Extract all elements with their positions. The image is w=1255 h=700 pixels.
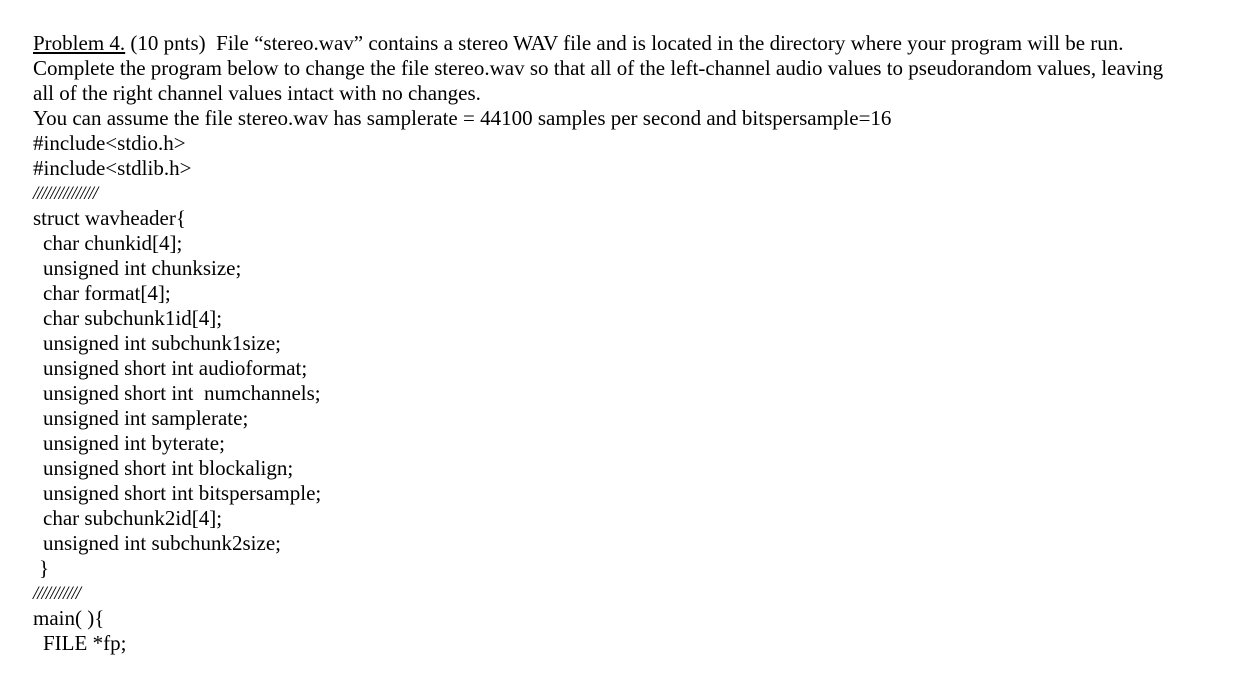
problem-intro: (10 pnts) File “stereo.wav” contains a stereo WAV file and is located in the directory where your program will be run. (125, 31, 1124, 55)
struct-field: unsigned int byterate; (43, 431, 225, 455)
problem-instruction-line-2: all of the right channel values intact with no changes. (33, 81, 481, 105)
struct-field: unsigned int chunksize; (43, 256, 242, 280)
file-pointer-declaration: FILE *fp; (43, 631, 127, 655)
comment-separator: /////////// (33, 583, 81, 604)
problem-header-line (33, 31, 1233, 56)
include-stdio: #include<stdio.h> (33, 131, 186, 155)
problem-label: Problem 4. (33, 31, 126, 55)
struct-field: unsigned int subchunk1size; (43, 331, 281, 355)
include-stdlib: #include<stdlib.h> (33, 156, 192, 180)
struct-field: unsigned short int audioformat; (43, 356, 308, 380)
main-function-declaration: main( ){ (33, 606, 105, 630)
struct-field: unsigned short int numchannels; (43, 381, 321, 405)
struct-field: unsigned int samplerate; (43, 406, 249, 430)
struct-declaration: struct wavheader{ (33, 206, 186, 230)
struct-field: char subchunk1id[4]; (43, 306, 223, 330)
struct-field: char format[4]; (43, 281, 171, 305)
struct-field: unsigned short int blockalign; (43, 456, 294, 480)
problem-assumption-line: You can assume the file stereo.wav has samplerate = 44100 samples per second and bitspersample=16 (33, 106, 892, 130)
struct-field: char chunkid[4]; (43, 231, 183, 255)
struct-closing-brace: } (39, 556, 50, 580)
problem-instruction-line-1: Complete the program below to change the file stereo.wav so that all of the left-channel audio values to pseudorandom values, leaving (33, 56, 1164, 80)
problem-document (33, 31, 1233, 656)
struct-field: unsigned short int bitspersample; (43, 481, 322, 505)
struct-field: char subchunk2id[4]; (43, 506, 223, 530)
comment-separator: /////////////// (33, 183, 98, 204)
struct-field: unsigned int subchunk2size; (43, 531, 281, 555)
